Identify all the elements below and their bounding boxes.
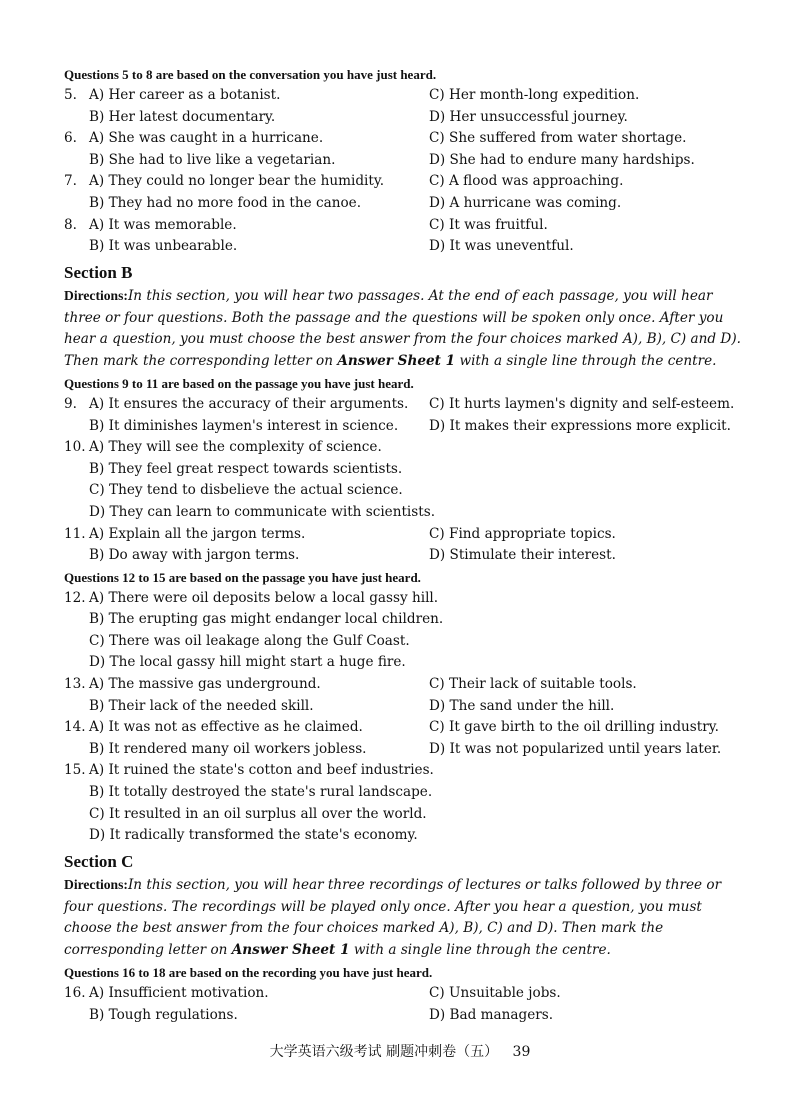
option-a[interactable]: A) They could no longer bear the humidity. (89, 173, 385, 190)
question-12 (64, 588, 744, 674)
question-10 (64, 437, 744, 523)
option-d[interactable]: D) It radically transformed the state's economy. (89, 827, 418, 844)
option-d[interactable]: D) It was uneventful. (429, 238, 574, 255)
question-13 (64, 674, 744, 717)
questions-12-15-heading: Questions 12 to 15 are based on the passage you have just heard. (64, 569, 421, 585)
option-b[interactable]: B) It was unbearable. (89, 238, 238, 255)
option-a[interactable]: A) She was caught in a hurricane. (89, 130, 324, 147)
option-a[interactable]: A) There were oil deposits below a local gassy hill. (89, 589, 439, 606)
question-number: 6. (64, 130, 77, 147)
section-c-title: Section C (64, 851, 134, 871)
answer-sheet-ref: Answer Sheet 1 (231, 942, 350, 959)
option-b[interactable]: B) The erupting gas might endanger local children. (89, 611, 444, 628)
question-number: 5. (64, 87, 77, 103)
option-a[interactable]: A) It was not as effective as he claimed. (89, 719, 363, 736)
exam-page (64, 64, 744, 1026)
option-d[interactable]: D) The sand under the hill. (429, 697, 615, 714)
option-c[interactable]: C) There was oil leakage along the Gulf Coast. (89, 632, 410, 649)
question-14 (64, 717, 744, 760)
option-b[interactable]: B) She had to live like a vegetarian. (89, 151, 336, 168)
option-b[interactable]: B) They had no more food in the canoe. (89, 194, 362, 211)
option-c[interactable]: C) It hurts laymen's dignity and self-esteem. (429, 395, 735, 412)
option-c[interactable]: C) Their lack of suitable tools. (429, 676, 637, 693)
option-d[interactable]: D) The local gassy hill might start a huge fire. (89, 654, 406, 671)
option-c[interactable]: C) Her month-long expedition. (429, 87, 640, 103)
option-d[interactable]: D) They can learn to communicate with scientists. (89, 503, 436, 520)
option-c[interactable]: C) Find appropriate topics. (429, 525, 616, 542)
question-number: 12. (64, 589, 86, 606)
questions-5-8-heading: Questions 5 to 8 are based on the conversation you have just heard. (64, 67, 437, 82)
option-d[interactable]: D) Stimulate their interest. (429, 547, 616, 564)
section-b-title: Section B (64, 262, 133, 282)
page-footer (0, 1042, 800, 1062)
question-6 (64, 128, 744, 171)
questions-9-11-heading: Questions 9 to 11 are based on the passage you have just heard. (64, 375, 414, 391)
question-number: 10. (64, 439, 86, 456)
option-d[interactable]: D) It makes their expressions more explicit. (429, 417, 731, 434)
option-b[interactable]: B) Do away with jargon terms. (89, 547, 300, 564)
option-d[interactable]: D) Her unsuccessful journey. (429, 108, 628, 125)
section-b-directions: Directions:In this section, you will hear two passages. At the end of each passage, you will hear three or four questions. Both the passage and the questions will be spoken only once. After you hear a question, you must choose the best answer from the four choices marked A), B), C) and D). Then mark the corresponding letter on Answer Sheet 1 with a single line through the centre. (64, 287, 741, 370)
section-c-directions: Directions:In this section, you will hear three recordings of lectures or talks followed by three or four questions. The recordings will be played only once. After you hear a question, you must choose the best answer from the four choices marked A), B), C) and D). Then mark the corresponding letter on Answer Sheet 1 with a single line through the centre. (64, 876, 722, 959)
option-d[interactable]: D) A hurricane was coming. (429, 194, 622, 211)
option-a[interactable]: A) It was memorable. (89, 216, 237, 233)
directions-label: Directions: (64, 287, 128, 303)
option-b[interactable]: B) Her latest documentary. (89, 108, 276, 125)
question-7 (64, 171, 744, 214)
option-c[interactable]: C) It gave birth to the oil drilling industry. (429, 719, 719, 736)
question-8 (64, 215, 744, 258)
option-a[interactable]: A) Insufficient motivation. (89, 985, 269, 1001)
question-number: 13. (64, 676, 86, 693)
option-c[interactable]: C) Unsuitable jobs. (429, 985, 561, 1001)
option-b[interactable]: B) Their lack of the needed skill. (89, 697, 314, 714)
question-11 (64, 524, 744, 567)
option-b[interactable]: B) It rendered many oil workers jobless. (89, 740, 367, 757)
option-a[interactable]: A) Her career as a botanist. (89, 87, 281, 103)
question-number: 11. (64, 525, 86, 542)
option-c[interactable]: C) She suffered from water shortage. (429, 130, 687, 147)
option-c[interactable]: C) They tend to disbelieve the actual science. (89, 482, 403, 499)
option-b[interactable]: B) It diminishes laymen's interest in science. (89, 417, 399, 434)
questions-16-18-heading: Questions 16 to 18 are based on the recording you have just heard. (64, 965, 433, 980)
footer-title: 大学英语六级考试 刷题冲刺卷（五） (269, 1044, 499, 1060)
question-16 (64, 983, 744, 1026)
option-a[interactable]: A) It ruined the state's cotton and beef industries. (89, 762, 434, 779)
option-d[interactable]: D) Bad managers. (429, 1006, 554, 1023)
question-number: 14. (64, 719, 86, 736)
option-c[interactable]: C) It resulted in an oil surplus all over the world. (89, 805, 427, 822)
question-5 (64, 85, 744, 128)
page-number: 39 (512, 1044, 531, 1060)
option-d[interactable]: D) It was not popularized until years later. (429, 740, 722, 757)
option-c[interactable]: C) It was fruitful. (429, 216, 548, 233)
question-9 (64, 394, 744, 437)
question-number: 15. (64, 762, 86, 779)
option-a[interactable]: A) The massive gas underground. (89, 676, 321, 693)
option-a[interactable]: A) Explain all the jargon terms. (89, 525, 306, 542)
question-number: 8. (64, 216, 77, 233)
answer-sheet-ref: Answer Sheet 1 (337, 353, 456, 370)
question-15 (64, 760, 744, 846)
option-a[interactable]: A) It ensures the accuracy of their arguments. (89, 395, 409, 412)
option-b[interactable]: B) It totally destroyed the state's rural landscape. (89, 784, 433, 801)
question-number: 9. (64, 395, 77, 412)
option-d[interactable]: D) She had to endure many hardships. (429, 151, 695, 168)
option-b[interactable]: B) Tough regulations. (89, 1006, 238, 1023)
question-number: 7. (64, 173, 77, 190)
question-number: 16. (64, 985, 86, 1001)
option-c[interactable]: C) A flood was approaching. (429, 173, 624, 190)
option-a[interactable]: A) They will see the complexity of science. (89, 439, 382, 456)
option-b[interactable]: B) They feel great respect towards scientists. (89, 460, 403, 477)
directions-label: Directions: (64, 876, 128, 892)
